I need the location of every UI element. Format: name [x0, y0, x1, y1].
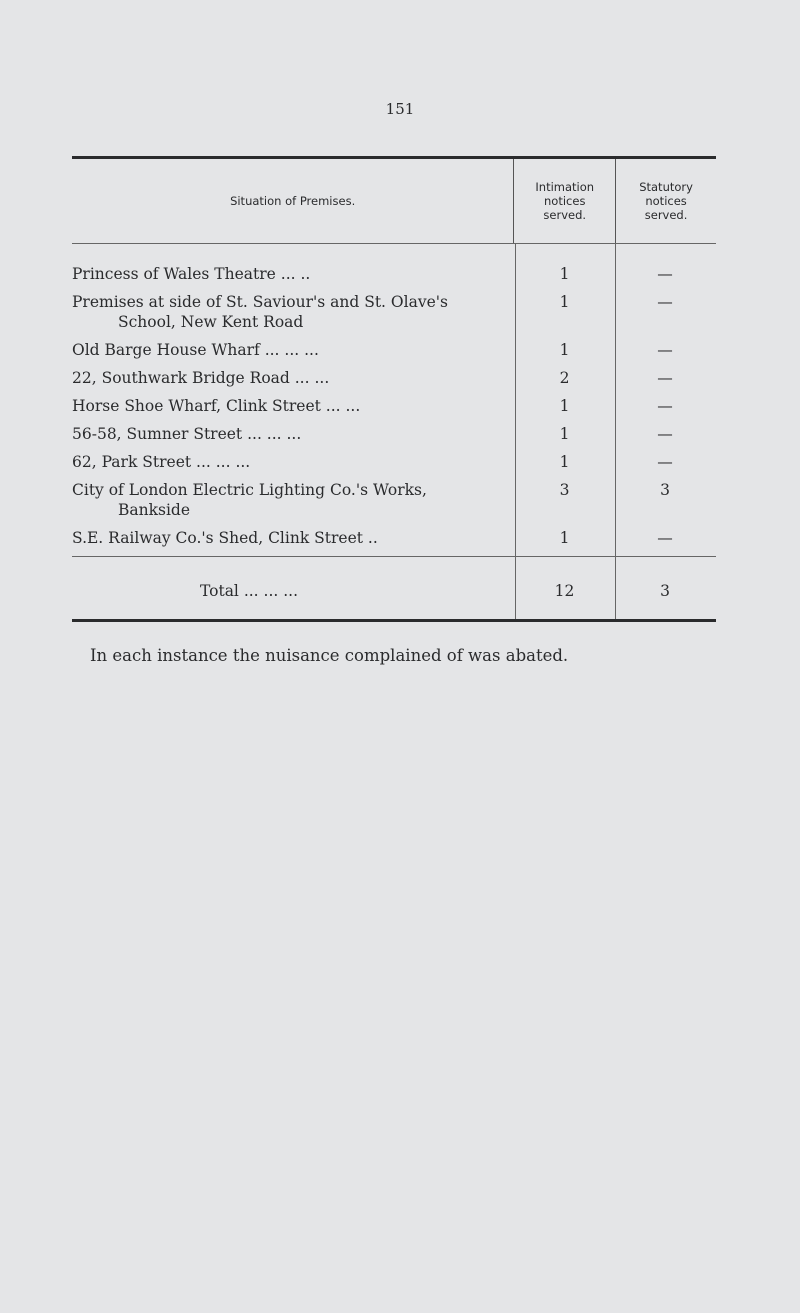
- situation-cell: [72, 292, 514, 332]
- premises-table: [72, 156, 716, 622]
- situation-cell: [72, 452, 514, 472]
- intimation-cell: 1: [559, 293, 570, 311]
- header-situation: Situation of Premises.: [230, 194, 356, 208]
- situation-text: Princess of Wales Theatre ... ..: [72, 265, 311, 283]
- statutory-cell: —: [657, 293, 673, 311]
- situation-text: Old Barge House Wharf ... ... ...: [72, 341, 319, 359]
- situation-cell: [72, 340, 514, 360]
- table-row: [72, 424, 716, 444]
- intimation-cell: 1: [559, 341, 570, 359]
- total-label: Total ... ... ...: [200, 582, 299, 600]
- situation-text: 56-58, Sumner Street ... ... ...: [72, 425, 302, 443]
- statutory-cell: —: [657, 265, 673, 283]
- situation-text: 62, Park Street ... ... ...: [72, 453, 251, 471]
- header-statutory-cell: [615, 159, 716, 243]
- header-intimation-cell: [513, 159, 615, 243]
- statutory-cell: —: [657, 341, 673, 359]
- table-row: [72, 528, 716, 548]
- table-body: [72, 244, 716, 556]
- statutory-cell: —: [657, 529, 673, 547]
- statutory-cell: —: [657, 425, 673, 443]
- header-statutory: Statutory notices served.: [639, 180, 693, 222]
- intimation-cell: 1: [559, 397, 570, 415]
- table-row: [72, 264, 716, 284]
- situation-continuation: School, New Kent Road: [118, 313, 304, 331]
- intimation-cell: 1: [559, 425, 570, 443]
- intimation-cell: 1: [559, 265, 570, 283]
- statutory-cell: —: [657, 397, 673, 415]
- situation-text: S.E. Railway Co.'s Shed, Clink Street ..: [72, 529, 378, 547]
- situation-cell: [72, 424, 514, 444]
- statutory-cell: 3: [660, 481, 670, 499]
- intimation-cell: 1: [559, 453, 570, 471]
- page-number: 151: [385, 100, 415, 118]
- statutory-cell: —: [657, 453, 673, 471]
- table-bottom-rule: [72, 619, 716, 622]
- table-row: [72, 452, 716, 472]
- header-intimation: Intimation notices served.: [535, 180, 595, 222]
- situation-cell: [72, 368, 514, 388]
- situation-continuation: Bankside: [118, 501, 191, 519]
- situation-text: 22, Southwark Bridge Road ... ...: [72, 369, 330, 387]
- total-intimation: 12: [554, 582, 575, 600]
- situation-cell: [72, 528, 514, 548]
- table-row: [72, 340, 716, 360]
- situation-cell: [72, 264, 514, 284]
- situation-cell: [72, 396, 514, 416]
- table-row: [72, 396, 716, 416]
- intimation-cell: 3: [559, 481, 570, 499]
- situation-cell: [72, 480, 514, 520]
- statutory-cell: —: [657, 369, 673, 387]
- total-block: [72, 557, 716, 619]
- table-row: [72, 480, 716, 520]
- intimation-cell: 2: [559, 369, 570, 387]
- situation-text: City of London Electric Lighting Co.'s Works,: [72, 481, 427, 499]
- footnote: In each instance the nuisance complained of was abated.: [90, 646, 569, 665]
- situation-text: Premises at side of St. Saviour's and St. Olave's: [72, 293, 448, 311]
- situation-text: Horse Shoe Wharf, Clink Street ... ...: [72, 397, 361, 415]
- table-header: [72, 159, 716, 243]
- total-row: [72, 557, 716, 601]
- total-statutory: 3: [660, 582, 670, 600]
- intimation-cell: 1: [559, 529, 570, 547]
- table-row: [72, 368, 716, 388]
- table-row: [72, 292, 716, 332]
